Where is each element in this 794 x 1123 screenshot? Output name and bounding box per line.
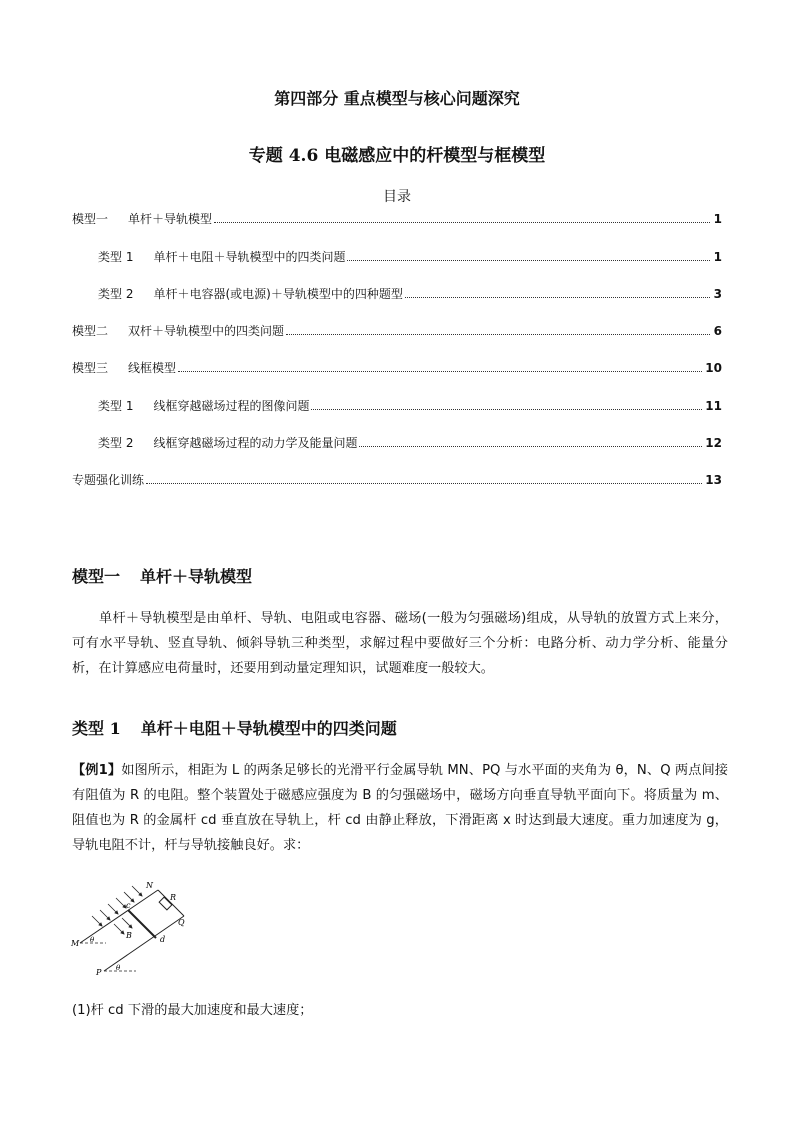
toc-leader-dots: [286, 321, 710, 335]
section-heading-number: 模型一: [72, 567, 121, 586]
toc-item-page: 10: [705, 361, 722, 375]
label-theta-lower: θ: [116, 964, 121, 972]
toc-item-number: 类型 2: [98, 287, 134, 301]
label-theta-upper: θ: [90, 936, 95, 944]
example-tag: 【例1】: [72, 763, 122, 778]
label-n: N: [146, 881, 153, 890]
toc-leader-dots: [359, 433, 702, 447]
toc-item-number: 类型 1: [98, 399, 134, 413]
toc-item-number: 类型 2: [98, 436, 134, 450]
toc-item[interactable]: [72, 321, 722, 339]
label-p: P: [96, 968, 102, 977]
toc-item-label: 单杆＋导轨模型: [128, 212, 213, 226]
toc-leader-dots: [178, 358, 702, 372]
toc-item-page: 11: [705, 399, 722, 413]
toc-item-page: 12: [705, 436, 722, 450]
topic-title: 专题 4.6 电磁感应中的杆模型与框模型: [248, 146, 546, 166]
example-paragraph: [72, 758, 728, 858]
toc-item[interactable]: [72, 470, 722, 488]
toc-item-label: 专题强化训练: [72, 473, 145, 487]
label-r: R: [170, 893, 177, 902]
toc-item[interactable]: [98, 433, 722, 451]
subsection-heading-label: 单杆＋电阻＋导轨模型中的四类问题: [140, 719, 397, 738]
question-1: (1)杆 cd 下滑的最大加速度和最大速度；: [72, 1003, 313, 1018]
toc-item[interactable]: [98, 396, 722, 414]
rail-pq: [104, 916, 184, 971]
toc-item-number: 模型三: [72, 361, 109, 375]
toc-leader-dots: [214, 209, 710, 223]
label-q: Q: [178, 918, 185, 927]
toc-item[interactable]: [72, 358, 722, 376]
toc-item-label: 单杆＋电阻＋导轨模型中的四类问题: [153, 250, 346, 264]
toc-item-page: 13: [705, 473, 722, 487]
toc-item-page: 3: [713, 287, 722, 301]
toc-item-number: 模型二: [72, 324, 109, 338]
toc-item-label: 单杆＋电容器(或电源)＋导轨模型中的四种题型: [153, 287, 403, 301]
example-text: 如图所示，相距为 L 的两条足够长的光滑平行金属导轨 MN、PQ 与水平面的夹角为 θ，N、Q 两点间接有阻值为 R 的电阻。整个装置处于磁感应强度为 B 的匀强磁场中，磁场方向垂直导轨平面向下。将质量为 m、阻值也为 R 的金属杆 cd 垂直放在导轨上，杆 cd 由静止释放，下滑距离 x 时达到最大速度。重力加速度为 g，导轨电阻不计，杆与导轨接触良好。求：: [72, 763, 728, 853]
inclined-rails-figure: [66, 880, 206, 980]
section-heading: [72, 564, 252, 587]
toc-item-label: 双杆＋导轨模型中的四类问题: [128, 324, 285, 338]
section-heading-label: 单杆＋导轨模型: [140, 567, 253, 586]
toc-item-page: 1: [713, 250, 722, 264]
toc-item-label: 线框穿越磁场过程的动力学及能量问题: [153, 436, 358, 450]
rod-cd: [128, 910, 156, 938]
subsection-heading: [72, 716, 397, 739]
subsection-heading-number: 类型 1: [72, 719, 121, 738]
label-d: d: [160, 935, 166, 944]
toc-leader-dots: [405, 284, 710, 298]
toc-leader-dots: [146, 470, 702, 484]
toc-item-label: 线框穿越磁场过程的图像问题: [153, 399, 310, 413]
toc-item[interactable]: [72, 209, 722, 227]
toc-leader-dots: [311, 396, 702, 410]
toc-item-number: 类型 1: [98, 250, 134, 264]
label-b: B: [126, 931, 132, 940]
label-c: c: [126, 901, 131, 910]
part-title: 第四部分 重点模型与核心问题深究: [274, 89, 520, 108]
toc-item[interactable]: [98, 284, 722, 302]
toc-item-number: 模型一: [72, 212, 109, 226]
section-intro-paragraph: 单杆＋导轨模型是由单杆、导轨、电阻或电容器、磁场(一般为匀强磁场)组成，从导轨的放置方式上来分，可有水平导轨、竖直导轨、倾斜导轨三种类型，求解过程中要做好三个分析：电路分析、动力学分析、能量分析，在计算感应电荷量时，还要用到动量定理知识，试题难度一般较大。: [72, 611, 728, 676]
toc-item-page: 1: [713, 212, 722, 226]
magnetic-field-arrows: [92, 886, 142, 934]
toc-item-label: 线框模型: [128, 361, 177, 375]
toc-leader-dots: [347, 247, 710, 261]
label-m: M: [71, 939, 80, 948]
toc-item-page: 6: [713, 324, 722, 338]
toc-item[interactable]: [98, 247, 722, 265]
toc-title: 目录: [383, 189, 411, 205]
